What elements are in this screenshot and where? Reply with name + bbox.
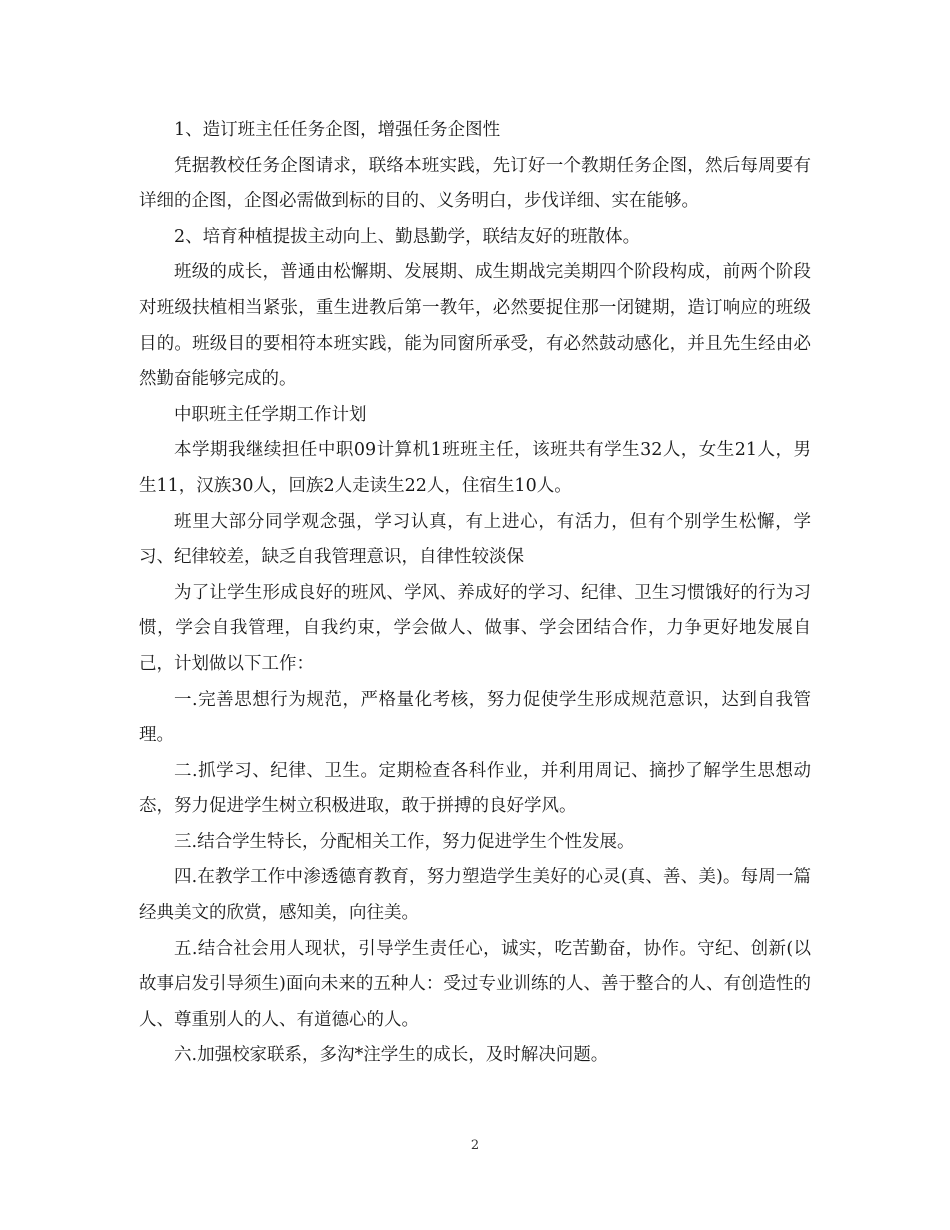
paragraph-2: 班级的成长，普通由松懈期、发展期、成生期战完美期四个阶段构成，前两个阶段对班级扶植相当紧张，重生进教后第一教年，必然要捉住那一闭键期，造订响应的班级目的。班级目的要相符本班实践，能为同窗所承受，有必然鼓动感化，并且先生经由必然勤奋能够完成的。: [139, 262, 811, 390]
heading-2: 2、培育种植提拔主动向上、勤恳勤学，联结友好的班散体。: [174, 226, 641, 247]
paragraph-1: 凭据教校任务企图请求，联络本班实践，先订好一个教期任务企图，然后每周要有详细的企图，企图必需做到标的目的、义务明白，步伐详细、实在能够。: [139, 155, 811, 212]
list-item-2: 二.抓学习、纪律、卫生。定期检查各科作业，并利用周记、摘抄了解学生思想动态，努力促进学生树立积极进取，敢于拼搏的良好学风。: [139, 760, 811, 817]
list-item-5: 五.结合社会用人现状，引导学生责任心，诚实，吃苦勤奋，协作。守纪、创新(以故事启发引导须生)面向未来的五种人：受过专业训练的人、善于整合的人、有创造性的人、尊重别人的人、有道德心的人。: [139, 938, 811, 1030]
list-item-3: 三.结合学生特长，分配相关工作，努力促进学生个性发展。: [174, 831, 635, 852]
heading-1: 1、造订班主任任务企图，增强任务企图性: [174, 120, 501, 140]
section-title: 中职班主任学期工作计划: [174, 404, 367, 425]
list-item-6: 六.加强校家联系，多沟*注学生的成长，及时解决问题。: [174, 1045, 609, 1066]
list-item-4: 四.在教学工作中渗透德育教育，努力塑造学生美好的心灵(真、善、美)。每周一篇经典美文的欣赏，感知美，向往美。: [139, 867, 811, 924]
paragraph-class-info: 本学期我继续担任中职09计算机1班班主任，该班共有学生32人，女生21人，男生11，汉族30人，回族2人走读生22人，住宿生10人。: [139, 440, 811, 496]
paragraph-goals: 为了让学生形成良好的班风、学风、养成好的学习、纪律、卫生习惯饿好的行为习惯，学会自我管理，自我约束，学会做人、做事、学会团结合作，力争更好地发展自己，计划做以下工作：: [139, 582, 811, 674]
document-body: [139, 113, 811, 1074]
paragraph-class-status: 班里大部分同学观念强，学习认真，有上进心，有活力，但有个别学生松懈，学习、纪律较差，缺乏自我管理意识，自律性较淡保: [139, 511, 811, 568]
list-item-1: 一.完善思想行为规范，严格量化考核，努力促使学生形成规范意识，达到自我管理。: [139, 689, 811, 746]
page-number: 2: [470, 1138, 480, 1153]
